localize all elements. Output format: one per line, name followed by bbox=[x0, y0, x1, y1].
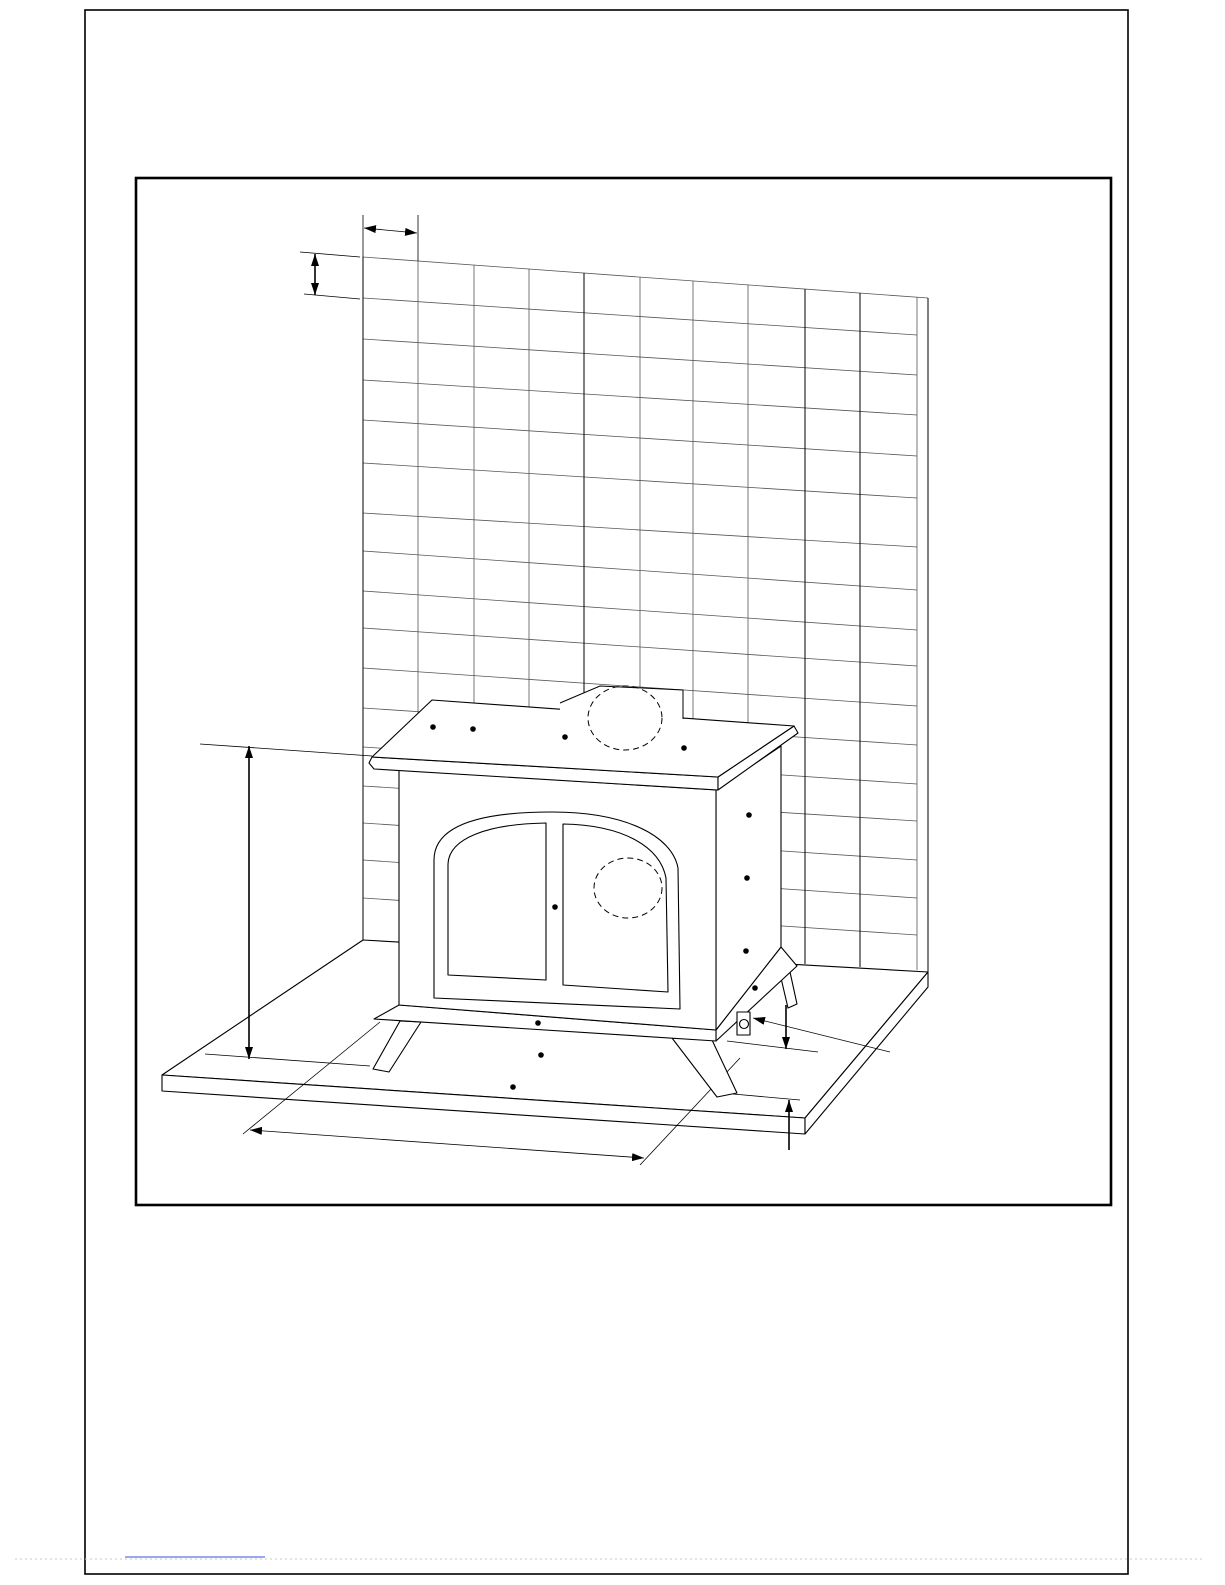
bolt-dot bbox=[743, 948, 749, 954]
grout-row-line bbox=[363, 257, 928, 298]
ash-lip-bolt bbox=[740, 1020, 749, 1029]
door-handle-dot bbox=[552, 904, 558, 910]
stove-door bbox=[434, 812, 680, 1009]
bolt-dot bbox=[562, 734, 568, 740]
bolt-dot bbox=[746, 812, 752, 818]
extension-line bbox=[304, 294, 360, 299]
bolt-dot bbox=[538, 1052, 544, 1058]
bolt-dot bbox=[681, 745, 687, 751]
bolt-dot bbox=[430, 724, 436, 730]
bolt-dot bbox=[470, 726, 476, 732]
bolt-dot bbox=[535, 1020, 541, 1026]
tile-width-arrow bbox=[364, 228, 417, 233]
bolt-dot bbox=[510, 1084, 516, 1090]
extension-line bbox=[300, 252, 360, 257]
stove-door-left-panel bbox=[448, 823, 546, 980]
extension-line bbox=[200, 744, 372, 756]
bolt-dot bbox=[752, 985, 758, 991]
hearth-depth-arrow bbox=[250, 1130, 644, 1158]
bolt-dot bbox=[744, 875, 750, 881]
